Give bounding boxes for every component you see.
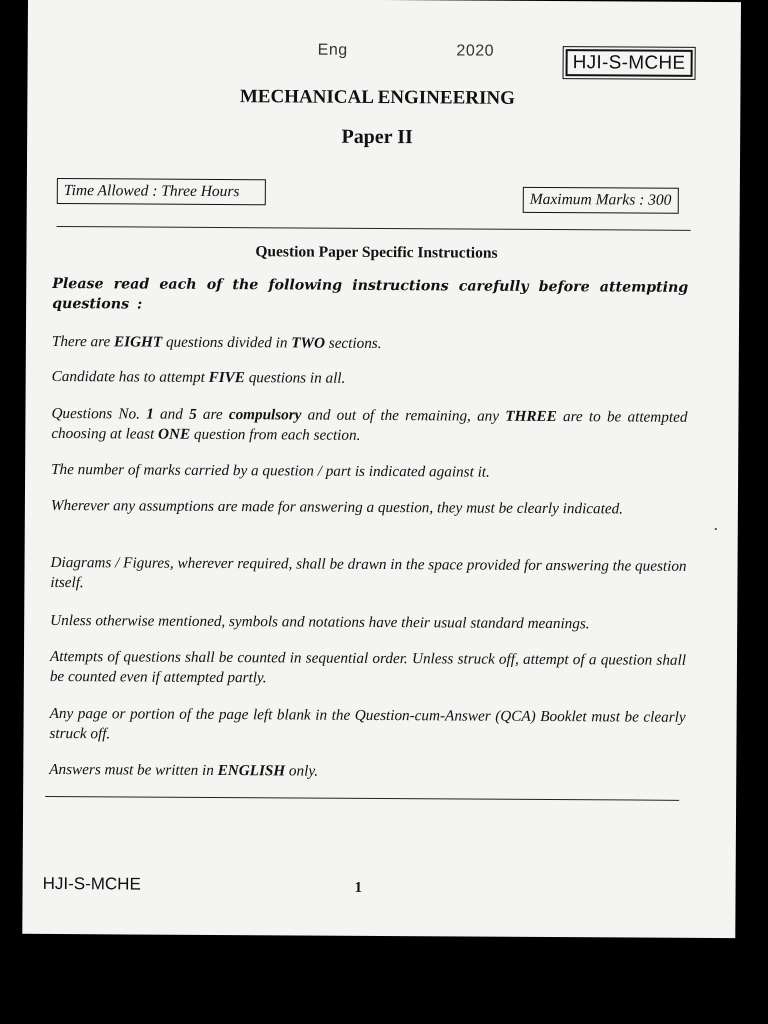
margin-speck [715,528,717,530]
instruction-sequential: Attempts of questions shall be counted in sequential order. Unless struck off, attempt of a question shall be counted even if attempted partly. [49,647,687,687]
instruction-blank-pages: Any page or portion of the page left blank in the Question-cum-Answer (QCA) Booklet must be clearly struck off. [49,704,686,743]
instruction-symbols: Unless otherwise mentioned, symbols and notations have their usual standard meanings. [50,611,590,633]
top-header-fragment: Eng 2020 [317,41,495,60]
instruction-attempt-count: Candidate has to attempt FIVE questions in all. [51,367,346,387]
maximum-marks-box: Maximum Marks : 300 [523,187,679,214]
instructions-lead: Please read each of the following instructions carefully before attempting questions : [52,275,689,313]
paper-code-box: HJI-S-MCHE [566,49,693,77]
footer-paper-code: HJI-S-MCHE [42,873,141,894]
instruction-sections: There are EIGHT questions divided in TWO sections. [51,332,382,352]
exam-paper-page [22,0,741,938]
instruction-language: Answers must be written in ENGLISH only. [49,760,319,780]
top-divider [57,226,691,231]
instruction-compulsory: Questions No. 1 and 5 are compulsory and out of the remaining, any THREE are to be attempted choosing at least ONE question from each section. [51,404,688,444]
instruction-diagrams: Diagrams / Figures, wherever required, shall be drawn in the space provided for answering the question itself. [50,553,687,592]
instructions-heading: Question Paper Specific Instructions [255,243,498,262]
page-number: 1 [354,879,363,896]
instruction-marks: The number of marks carried by a question / part is indicated against it. [51,460,490,481]
bottom-divider [45,796,679,801]
time-allowed-box: Time Allowed : Three Hours [57,178,266,205]
paper-number: Paper II [341,125,413,149]
subject-title: MECHANICAL ENGINEERING [239,86,515,109]
instruction-assumptions: Wherever any assumptions are made for answering a question, they must be clearly indicated. [50,496,624,518]
